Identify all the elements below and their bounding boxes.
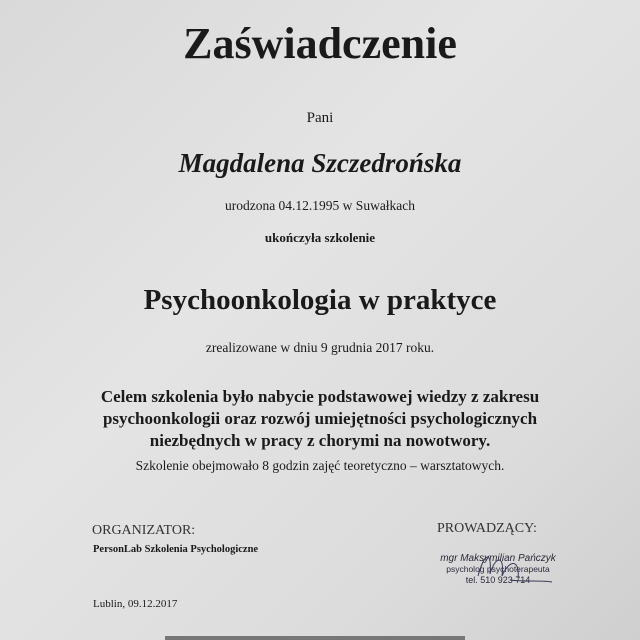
organizer-name: PersonLab Szkolenia Psychologiczne — [93, 544, 259, 555]
completed-label: ukończyła szkolenie — [264, 230, 376, 245]
organizer-label: ORGANIZATOR: — [92, 523, 196, 538]
realization-date: zrealizowane w dniu 9 grudnia 2017 roku. — [205, 340, 435, 355]
birth-info: urodzona 04.12.1995 w Suwałkach — [224, 198, 416, 213]
leader-phone: tel. 510 923 714 — [465, 575, 531, 585]
certificate-title: Zaświadczenie — [183, 19, 457, 68]
course-hours: Szkolenie obejmowało 8 godzin zajęć teoretyczno – warsztatowych. — [135, 458, 505, 473]
leader-name: mgr Maksymilian Pańczyk — [440, 553, 556, 564]
page-edge — [165, 636, 465, 640]
goal-line: Celem szkolenia było nabycie podstawowej wiedzy z zakresu — [100, 387, 540, 406]
goal-line: niezbędnych w pracy z chorymi na nowotwory. — [149, 431, 491, 450]
signature-icon — [470, 546, 560, 586]
leader-label: PROWADZĄCY: — [437, 521, 537, 536]
goal-line: psychoonkologii oraz rozwój umiejętności psychologicznych — [102, 409, 538, 428]
place-date: Lublin, 09.12.2017 — [93, 598, 178, 610]
recipient-name: Magdalena Szczedrońska — [178, 148, 462, 178]
course-title: Psychoonkologia w praktyce — [143, 284, 497, 316]
course-goal — [0, 386, 640, 452]
leader-profession: psycholog psychoterapeuta — [446, 564, 550, 574]
salutation: Pani — [306, 110, 334, 126]
